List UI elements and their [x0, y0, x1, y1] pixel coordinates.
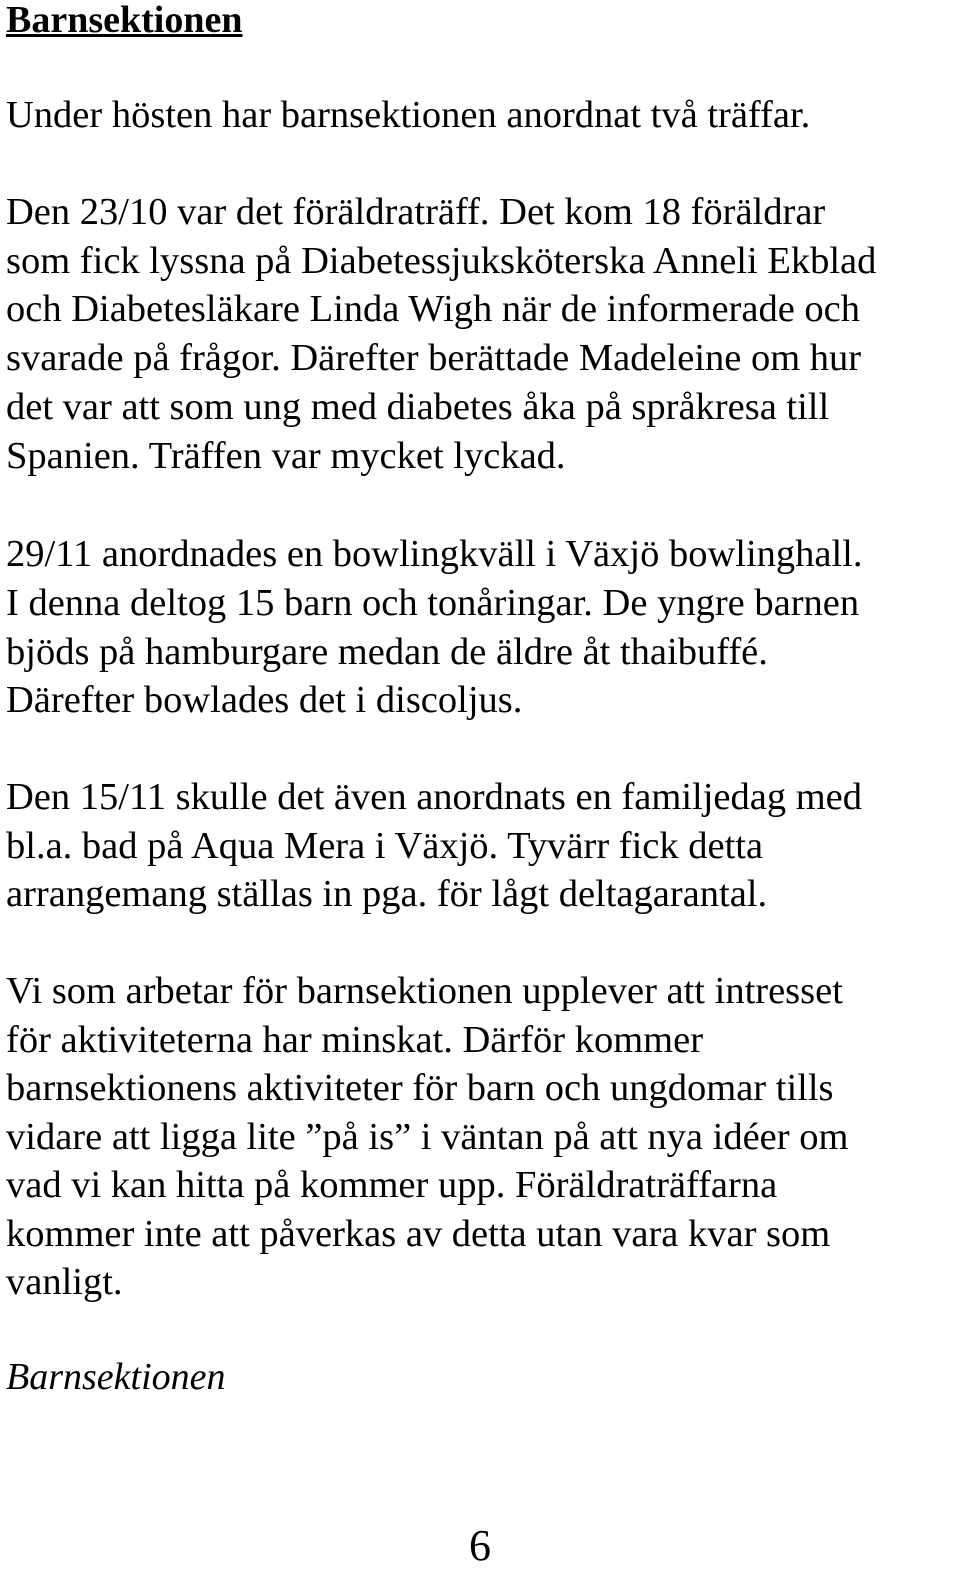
paragraph-2-line-6: Spanien. Träffen var mycket lyckad. — [6, 435, 566, 477]
paragraph-4-line-3: arrangemang ställas in pga. för lågt deltagarantal. — [6, 873, 768, 915]
paragraph-2-line-2: som fick lyssna på Diabetessjuksköterska Anneli Ekblad — [6, 240, 877, 282]
paragraph-3-line-1: 29/11 anordnades en bowlingkväll i Växjö bowlinghall. — [6, 533, 863, 575]
paragraph-2-line-3: och Diabetesläkare Linda Wigh när de informerade och — [6, 288, 860, 330]
page-number: 6 — [469, 1521, 491, 1570]
paragraph-5-line-2: för aktiviteterna har minskat. Därför kommer — [6, 1019, 704, 1061]
paragraph-3-line-4: Därefter bowlades det i discoljus. — [6, 679, 523, 721]
paragraph-5-line-4: vidare att ligga lite ”på is” i väntan på att nya idéer om — [6, 1116, 849, 1158]
paragraph-2-line-5: det var att som ung med diabetes åka på språkresa till — [6, 386, 830, 428]
paragraph-5-line-3: barnsektionens aktiviteter för barn och ungdomar tills — [6, 1067, 834, 1109]
paragraph-4-line-2: bl.a. bad på Aqua Mera i Växjö. Tyvärr fick detta — [6, 825, 764, 867]
paragraph-3-line-2: I denna deltog 15 barn och tonåringar. De yngre barnen — [6, 582, 860, 624]
signature: Barnsektionen — [6, 1356, 226, 1398]
paragraph-5-line-5: vad vi kan hitta på kommer upp. Föräldraträffarna — [6, 1164, 778, 1206]
paragraph-2-line-4: svarade på frågor. Därefter berättade Madeleine om hur — [6, 337, 862, 379]
paragraph-5-line-1: Vi som arbetar för barnsektionen upplever att intresset — [6, 970, 843, 1012]
page-title: Barnsektionen — [6, 0, 243, 41]
paragraph-5-line-7: vanligt. — [6, 1261, 123, 1303]
paragraph-4-line-1: Den 15/11 skulle det även anordnats en familjedag med — [6, 776, 863, 818]
paragraph-5-line-6: kommer inte att påverkas av detta utan vara kvar som — [6, 1213, 831, 1255]
paragraph-1-line-1: Under hösten har barnsektionen anordnat två träffar. — [6, 94, 811, 136]
paragraph-3-line-3: bjöds på hamburgare medan de äldre åt thaibuffé. — [6, 631, 768, 673]
paragraph-2-line-1: Den 23/10 var det föräldraträff. Det kom 18 föräldrar — [6, 191, 826, 233]
